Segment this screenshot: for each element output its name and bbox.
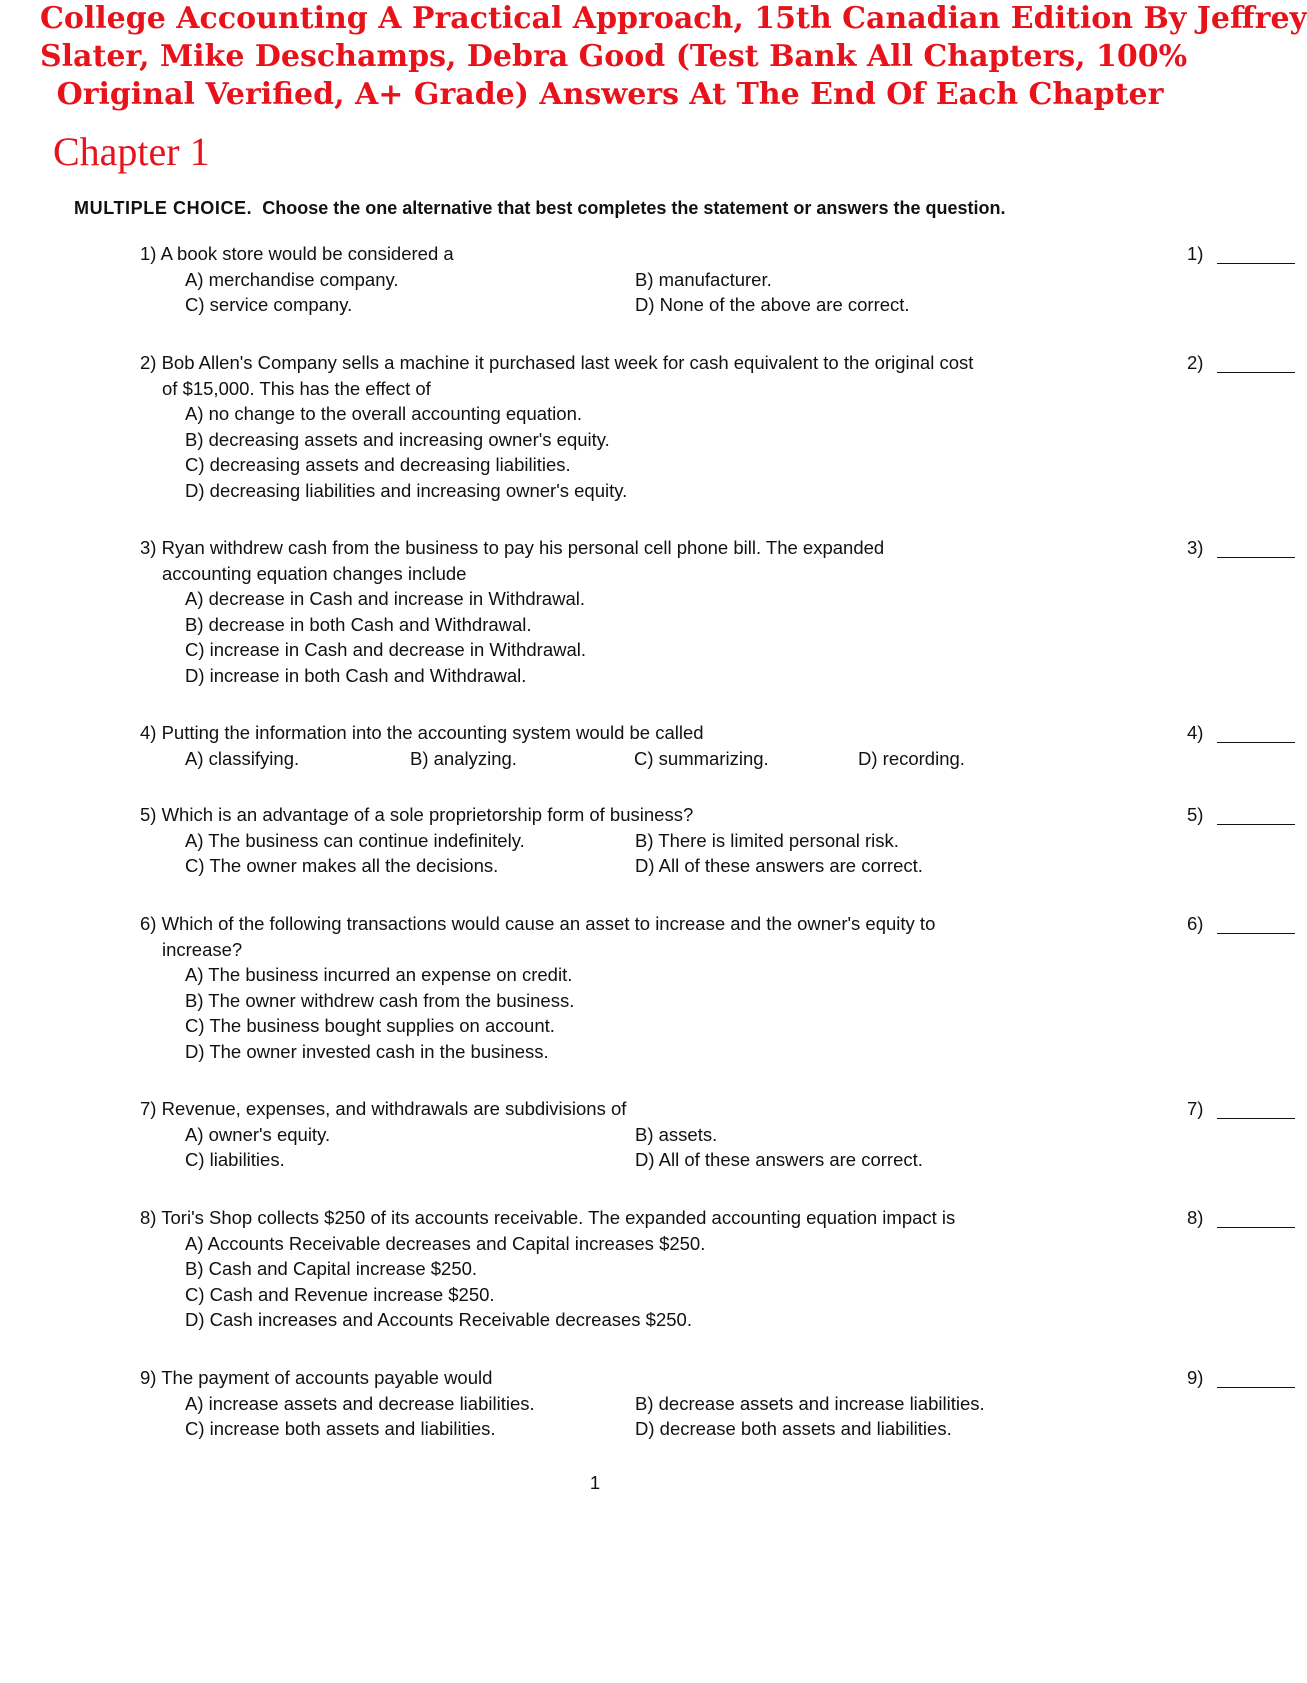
title-line: Original Verified, A+ Grade) Answers At The End Of Each Chapter xyxy=(56,77,1164,112)
answer-blank[interactable] xyxy=(1217,1118,1295,1119)
question-stem-continued: increase? xyxy=(162,938,243,960)
option: B) decrease assets and increase liabilities. xyxy=(635,1392,985,1414)
question-stem: 2) Bob Allen's Company sells a machine it purchased last week for cash equivalent to the original cost xyxy=(140,352,974,373)
question-item xyxy=(140,720,1204,771)
option: D) The owner invested cash in the business. xyxy=(185,1040,549,1062)
option: D) increase in both Cash and Withdrawal. xyxy=(185,664,527,686)
option: D) decreasing liabilities and increasing owner's equity. xyxy=(185,479,628,501)
option: A) no change to the overall accounting equation. xyxy=(185,403,583,424)
option: C) service company. xyxy=(185,294,353,315)
answer-label: 3) xyxy=(1187,537,1204,558)
section-label: MULTIPLE CHOICE. xyxy=(74,198,253,218)
option: A) The business incurred an expense on credit. xyxy=(185,964,573,985)
option: B) manufacturer. xyxy=(635,268,772,290)
question-stem: 1) A book store would be considered a xyxy=(140,243,454,264)
chapter-heading: Chapter 1 xyxy=(53,129,210,174)
option: B) assets. xyxy=(635,1123,718,1145)
answer-label: 9) xyxy=(1187,1367,1204,1388)
option: A) merchandise company. xyxy=(185,268,399,290)
option: C) increase both assets and liabilities. xyxy=(185,1418,496,1439)
option: B) decreasing assets and increasing owner's equity. xyxy=(185,428,610,450)
option: C) summarizing. xyxy=(634,747,769,769)
options-grid xyxy=(140,1391,1150,1442)
answer-blank[interactable] xyxy=(1217,824,1295,825)
question-item xyxy=(140,911,1204,1064)
option: A) owner's equity. xyxy=(185,1123,331,1145)
question-item xyxy=(140,1365,1204,1442)
option: C) increase in Cash and decrease in Withdrawal. xyxy=(185,639,587,660)
option: A) increase assets and decrease liabilities. xyxy=(185,1392,535,1414)
option: B) There is limited personal risk. xyxy=(635,829,899,851)
question-stem: 9) The payment of accounts payable would xyxy=(140,1367,493,1388)
title-line: College Accounting A Practical Approach, 15th Canadian Edition By Jeffrey xyxy=(40,1,1307,36)
option: A) decrease in Cash and increase in Withdrawal. xyxy=(185,588,585,609)
option: B) analyzing. xyxy=(410,747,517,769)
option: B) Cash and Capital increase $250. xyxy=(185,1258,478,1279)
answer-label: 7) xyxy=(1187,1098,1204,1119)
answer-label: 1) xyxy=(1187,243,1204,264)
option: D) All of these answers are correct. xyxy=(635,855,923,876)
option: D) None of the above are correct. xyxy=(635,294,910,315)
answer-blank[interactable] xyxy=(1217,933,1295,934)
question-item xyxy=(140,1205,1204,1333)
answer-blank[interactable] xyxy=(1217,1227,1295,1228)
answer-blank[interactable] xyxy=(1217,557,1295,558)
option: C) liabilities. xyxy=(185,1149,285,1170)
answer-label: 4) xyxy=(1187,722,1204,743)
question-stem-continued: of $15,000. This has the effect of xyxy=(162,377,431,399)
document-title xyxy=(40,0,1307,114)
option: A) The business can continue indefinitely. xyxy=(185,829,525,851)
question-item xyxy=(140,350,1204,503)
answer-blank[interactable] xyxy=(1217,742,1295,743)
answer-label: 8) xyxy=(1187,1207,1204,1228)
answer-blank[interactable] xyxy=(1217,372,1295,373)
question-item xyxy=(140,241,1204,318)
answer-blank[interactable] xyxy=(1217,263,1295,264)
option: A) classifying. xyxy=(185,747,300,769)
question-stem: 4) Putting the information into the accounting system would be called xyxy=(140,722,704,743)
option: C) Cash and Revenue increase $250. xyxy=(185,1283,495,1305)
instructions-text: Choose the one alternative that best completes the statement or answers the question. xyxy=(262,198,1006,218)
question-item xyxy=(140,802,1204,879)
question-stem: 7) Revenue, expenses, and withdrawals are subdivisions of xyxy=(140,1098,627,1119)
options-grid xyxy=(140,828,1150,879)
options-grid xyxy=(140,746,1150,772)
question-stem: 3) Ryan withdrew cash from the business to pay his personal cell phone bill. The expanded xyxy=(140,537,885,558)
option: A) Accounts Receivable decreases and Capital increases $250. xyxy=(185,1232,706,1254)
option: B) The owner withdrew cash from the business. xyxy=(185,989,575,1011)
options-grid xyxy=(140,1122,1150,1173)
option: C) The business bought supplies on account. xyxy=(185,1015,555,1036)
option: D) Cash increases and Accounts Receivable decreases $250. xyxy=(185,1309,692,1330)
option: C) The owner makes all the decisions. xyxy=(185,855,499,876)
question-stem: 8) Tori's Shop collects $250 of its accounts receivable. The expanded accounting equation impact is xyxy=(140,1207,956,1228)
answer-label: 5) xyxy=(1187,804,1204,825)
option: B) decrease in both Cash and Withdrawal. xyxy=(185,613,532,635)
section-instructions xyxy=(74,198,1005,219)
option: D) All of these answers are correct. xyxy=(635,1149,923,1170)
options-grid xyxy=(140,267,1150,318)
answer-blank[interactable] xyxy=(1217,1387,1295,1388)
question-stem: 5) Which is an advantage of a sole proprietorship form of business? xyxy=(140,804,694,825)
option: C) decreasing assets and decreasing liabilities. xyxy=(185,454,571,475)
title-line: Slater, Mike Deschamps, Debra Good (Test Bank All Chapters, 100% xyxy=(40,39,1188,74)
question-stem: 6) Which of the following transactions would cause an asset to increase and the owner's equity to xyxy=(140,913,936,934)
answer-label: 2) xyxy=(1187,352,1204,373)
option: D) recording. xyxy=(858,747,965,769)
answer-label: 6) xyxy=(1187,913,1204,934)
option: D) decrease both assets and liabilities. xyxy=(635,1418,952,1439)
page-number: 1 xyxy=(589,1472,601,1493)
question-stem-continued: accounting equation changes include xyxy=(162,562,467,584)
question-item xyxy=(140,535,1204,688)
question-item xyxy=(140,1096,1204,1173)
